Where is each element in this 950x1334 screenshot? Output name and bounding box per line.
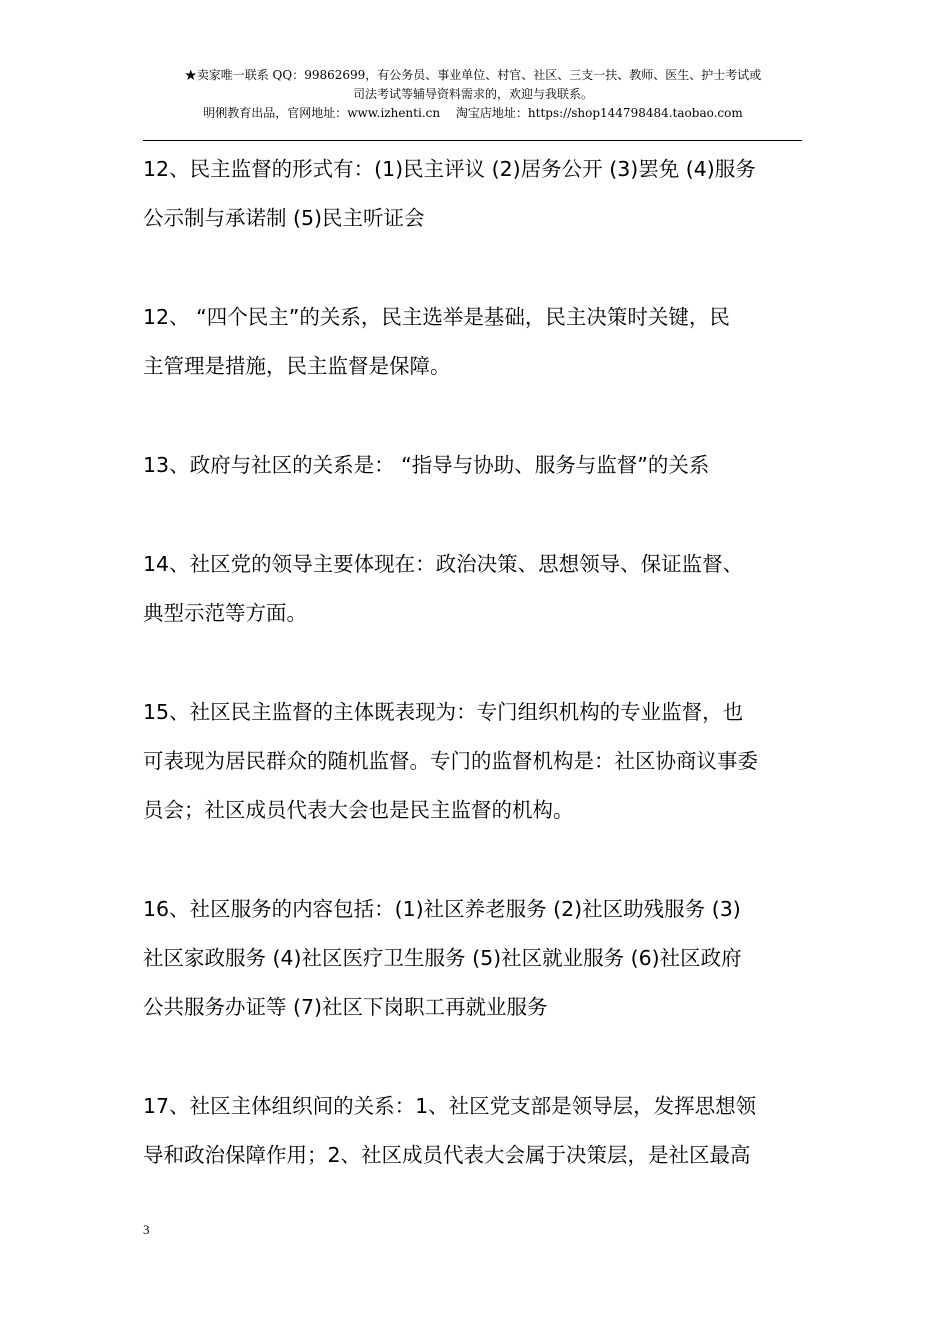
paragraph-2-line-1: 12、 “四个民主”的关系，民主选举是基础，民主决策时关键，民 — [143, 305, 730, 329]
page-number: 3 — [143, 1222, 150, 1237]
paragraph-4-line-1: 14、社区党的领导主要体现在：政治决策、思想领导、保证监督、 — [143, 552, 744, 576]
paragraph-3-line-1: 13、政府与社区的关系是： “指导与协助、服务与监督”的关系 — [143, 453, 710, 477]
paragraph-6-line-3: 公共服务办证等 (7)社区下岗职工再就业服务 — [143, 995, 548, 1019]
paragraph-4-line-2: 典型示范等方面。 — [143, 601, 307, 625]
paragraph-7-line-1: 17、社区主体组织间的关系：1、社区党支部是领导层，发挥思想领 — [143, 1094, 757, 1118]
paragraph-6-line-1: 16、社区服务的内容包括：(1)社区养老服务 (2)社区助残服务 (3) — [143, 897, 741, 921]
paragraph-2-line-2: 主管理是措施，民主监督是保障。 — [143, 354, 451, 378]
header-line-2: 司法考试等辅导资料需求的，欢迎与我联系。 — [352, 87, 593, 101]
header-line-1: ★卖家唯一联系 QQ：99862699，有公务员、事业单位、村官、社区、三支一扶、教师、医生、护士考试或 — [184, 68, 762, 82]
page-header — [143, 66, 803, 123]
paragraph-5-line-3: 员会；社区成员代表大会也是民主监督的机构。 — [143, 798, 574, 822]
header-line-3: 明俐教育出品，官网地址：www.izhenti.cn 淘宝店地址：https://shop144798484.taobao.com — [203, 106, 743, 120]
paragraph-1-line-1: 12、民主监督的形式有：(1)民主评议 (2)居务公开 (3)罢免 (4)服务 — [143, 157, 756, 181]
paragraph-5-line-2: 可表现为居民群众的随机监督。专门的监督机构是：社区协商议事委 — [143, 749, 758, 773]
paragraph-7-line-2: 导和政治保障作用；2、社区成员代表大会属于决策层，是社区最高 — [143, 1143, 751, 1167]
paragraph-6-line-2: 社区家政服务 (4)社区医疗卫生服务 (5)社区就业服务 (6)社区政府 — [143, 946, 742, 970]
paragraph-5-line-1: 15、社区民主监督的主体既表现为：专门组织机构的专业监督，也 — [143, 700, 744, 724]
header-divider — [143, 140, 802, 141]
paragraph-1-line-2: 公示制与承诺制 (5)民主听证会 — [143, 206, 425, 230]
